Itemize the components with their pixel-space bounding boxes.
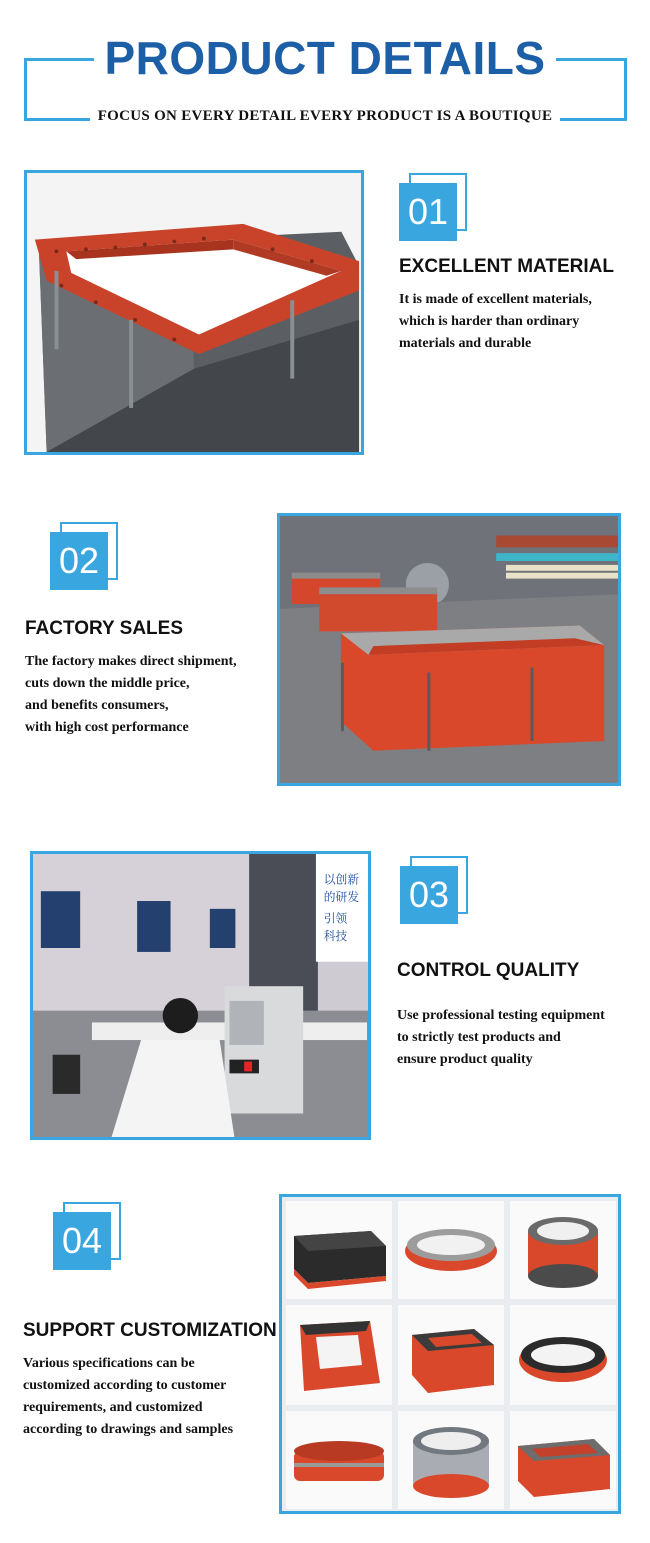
section-title-03: CONTROL QUALITY <box>397 960 580 981</box>
variant-rectangular-red <box>510 1411 616 1509</box>
section-number-01: 01 <box>399 183 457 241</box>
section-number-04: 04 <box>53 1212 111 1270</box>
factory-photo <box>277 513 621 786</box>
section-desc-02: The factory makes direct shipment, cuts down the middle price, and benefits consumers, with high cost performance <box>25 654 237 735</box>
variant-round-tall <box>510 1201 616 1299</box>
variant-round-steel <box>398 1411 504 1509</box>
product-variants-grid <box>279 1194 621 1514</box>
variant-round-gray <box>398 1201 504 1299</box>
svg-text:引领: 引领 <box>323 911 348 926</box>
section-desc-01: It is made of excellent materials, which is harder than ordinary materials and durable <box>399 292 592 351</box>
section-number-03: 03 <box>400 866 458 924</box>
section-title-01: EXCELLENT MATERIAL <box>399 256 614 277</box>
material-photo <box>24 170 364 455</box>
variant-rectangular-black <box>286 1201 392 1299</box>
page-title: PRODUCT DETAILS <box>0 28 650 88</box>
section-title-04: SUPPORT CUSTOMIZATION <box>23 1320 277 1341</box>
svg-text:科技: 科技 <box>323 929 348 944</box>
variant-square-red <box>286 1305 392 1405</box>
page-subtitle: FOCUS ON EVERY DETAIL EVERY PRODUCT IS A BOUTIQUE <box>0 106 650 126</box>
variant-square-box <box>398 1305 504 1405</box>
section-desc-03: Use professional testing equipment to strictly test products and ensure product quality <box>397 1008 605 1067</box>
variant-round-flat <box>286 1411 392 1509</box>
variant-round-black <box>510 1305 616 1405</box>
section-desc-04: Various specifications can be customized according to customer requirements, and customized according to drawings and samples <box>23 1356 234 1437</box>
lab-banner-text: 以创新 <box>323 872 360 887</box>
svg-text:的研发: 的研发 <box>323 890 360 904</box>
lab-photo <box>30 851 371 1140</box>
section-number-02: 02 <box>50 532 108 590</box>
section-title-02: FACTORY SALES <box>25 618 184 639</box>
